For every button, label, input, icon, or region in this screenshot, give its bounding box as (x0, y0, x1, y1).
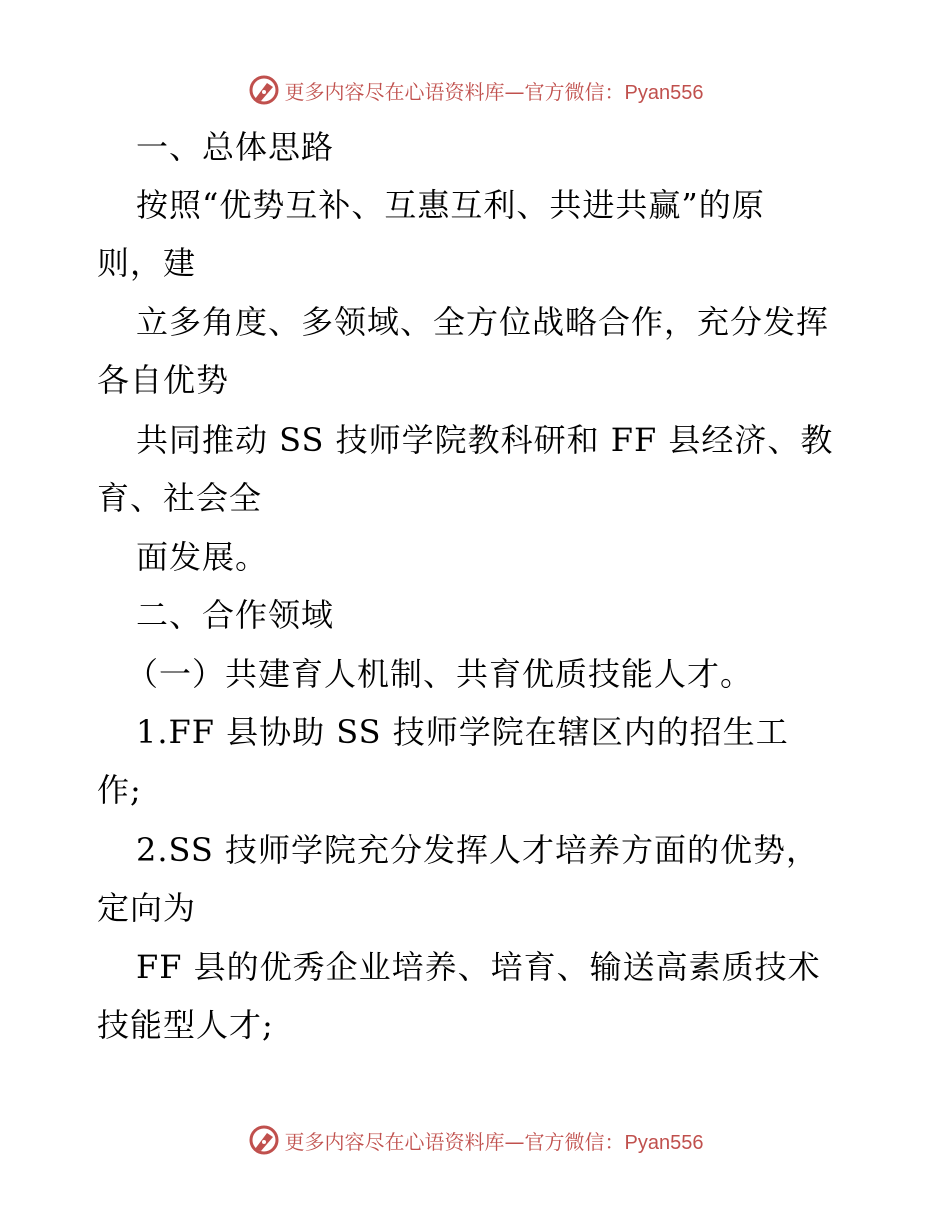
pen-nib-circle-icon (247, 73, 281, 107)
header-watermark (0, 70, 950, 110)
paragraph-line: 作; (97, 771, 142, 809)
paragraph-line: 按照“优势互补、互惠互利、共进共赢”的原 (136, 186, 765, 224)
paragraph-line: FF 县的优秀企业培养、培育、输送高素质技术 (136, 948, 821, 986)
paragraph-line: 面发展。 (136, 538, 269, 576)
watermark-id: Pyan556 (624, 1131, 704, 1154)
footer-watermark (0, 1120, 950, 1160)
watermark-text: 更多内容尽在心语资料库—官方微信： (284, 79, 625, 104)
paragraph-line: 技能型人才; (97, 1006, 274, 1044)
watermark-text: 更多内容尽在心语资料库—官方微信： (284, 1129, 625, 1154)
section-heading: 二、合作领域 (136, 596, 335, 634)
watermark-id: Pyan556 (624, 81, 704, 104)
paragraph-line: 则，建 (97, 244, 197, 282)
paragraph-line: 定向为 (97, 889, 197, 927)
pen-nib-circle-icon (247, 1123, 281, 1157)
paragraph-line: 育、社会全 (97, 479, 263, 517)
paragraph-line: 各自优势 (97, 361, 230, 399)
paragraph-line: 共同推动 SS 技师学院教科研和 FF 县经济、教 (136, 421, 834, 459)
list-item: 1.FF 县协助 SS 技师学院在辖区内的招生工 (136, 713, 789, 751)
list-item: 2.SS 技师学院充分发挥人才培养方面的优势， (136, 831, 819, 869)
subsection-heading: （一）共建育人机制、共育优质技能人才。 (126, 655, 754, 693)
paragraph-line: 立多角度、多领域、全方位战略合作，充分发挥 (136, 303, 830, 341)
section-heading: 一、总体思路 (136, 128, 335, 166)
